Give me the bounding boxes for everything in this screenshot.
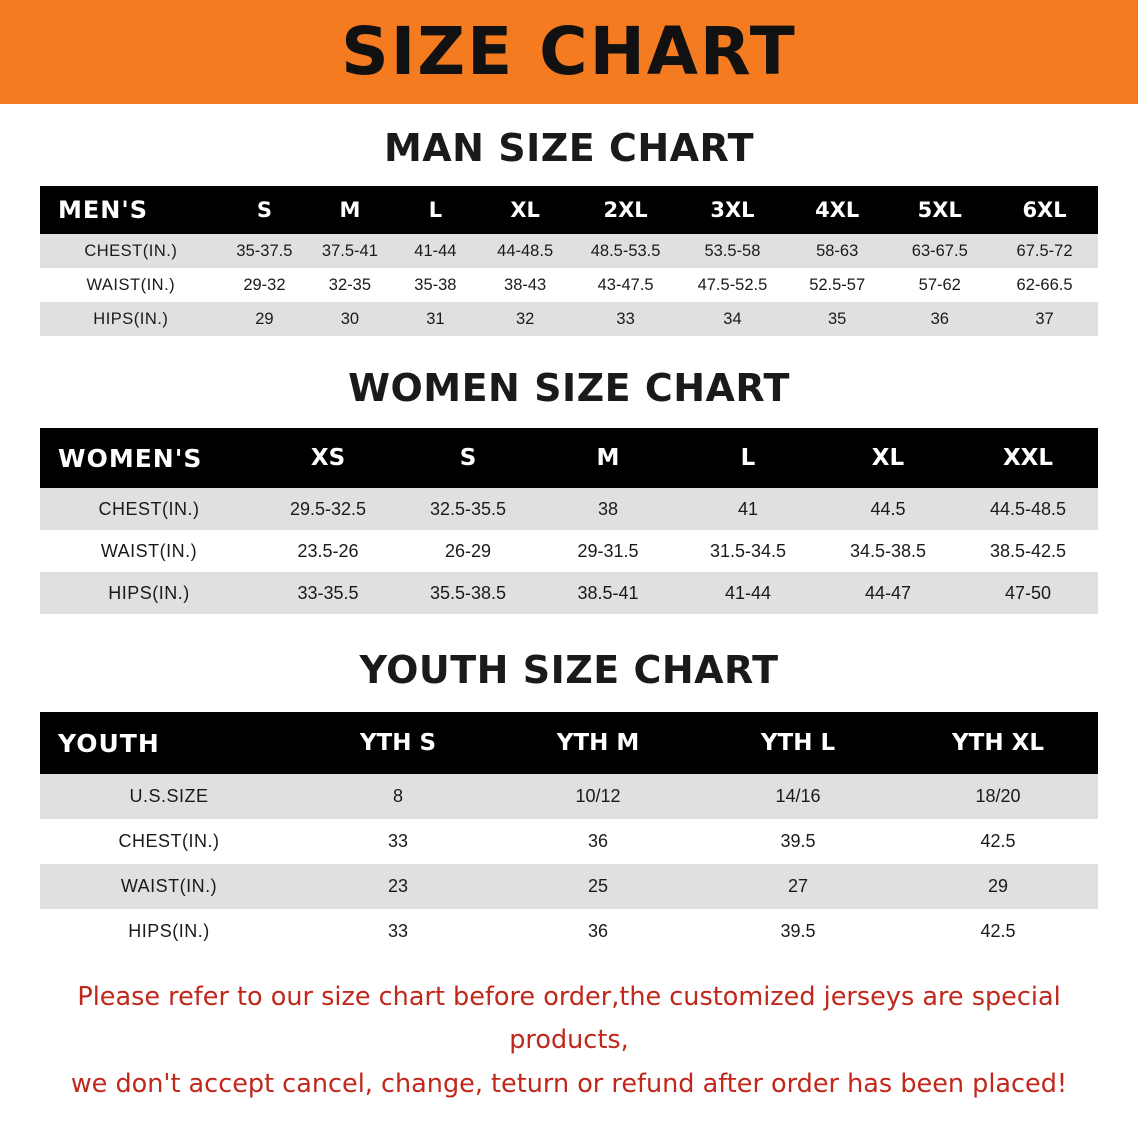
youth-waist-s: 23: [387, 876, 409, 896]
youth-row-label-waist: WAIST(IN.): [120, 876, 218, 896]
man-waist-xl: 38-43: [504, 275, 547, 294]
women-header-row: [40, 428, 1098, 488]
man-chest-xl: 44-48.5: [497, 241, 554, 260]
order-policy-note-line1: Please refer to our size chart before order,the customized jerseys are special products,: [77, 982, 1061, 1056]
youth-section-title: YOUTH SIZE CHART: [359, 648, 779, 692]
women-waist-s: 26-29: [444, 540, 492, 561]
man-header-cell-2: M: [339, 198, 361, 222]
women-waist-l: 31.5-34.5: [709, 540, 787, 561]
women-chest-xl: 44.5: [870, 498, 906, 519]
man-hips-4xl: 35: [827, 309, 847, 328]
women-header-cell-4: L: [740, 445, 756, 471]
women-hips-xl: 44-47: [864, 582, 912, 603]
man-header-cell-0: MEN'S: [58, 196, 148, 224]
man-waist-l: 35-38: [414, 275, 457, 294]
man-chest-s: 35-37.5: [236, 241, 293, 260]
man-chest-4xl: 58-63: [816, 241, 859, 260]
man-hips-2xl: 33: [616, 309, 635, 328]
man-size-table-wrapper: [40, 186, 1098, 336]
man-chest-6xl: 67.5-72: [1016, 241, 1073, 260]
man-row-label-chest: CHEST(IN.): [84, 241, 178, 260]
women-chest-s: 32.5-35.5: [429, 498, 507, 519]
man-header-cell-6: 3XL: [710, 198, 755, 222]
table-row: [40, 572, 1098, 614]
women-row-label-waist: WAIST(IN.): [100, 540, 198, 561]
women-header-cell-2: S: [459, 445, 477, 471]
youth-row-label-ussize: U.S.SIZE: [129, 786, 209, 806]
man-header-row: [40, 186, 1098, 234]
man-row-label-hips: HIPS(IN.): [93, 309, 169, 328]
page-title: SIZE CHART: [341, 13, 797, 90]
women-header-cell-0: WOMEN'S: [58, 443, 203, 473]
women-hips-xs: 33-35.5: [297, 582, 359, 603]
women-size-table-wrapper: [40, 428, 1098, 614]
women-waist-xxl: 38.5-42.5: [989, 540, 1067, 561]
man-waist-2xl: 43-47.5: [597, 275, 654, 294]
women-chest-m: 38: [597, 498, 619, 519]
women-waist-xl: 34.5-38.5: [849, 540, 927, 561]
youth-ussize-m: 10/12: [575, 786, 621, 806]
man-chest-5xl: 63-67.5: [911, 241, 968, 260]
order-policy-note-line2: we don't accept cancel, change, teturn or refund after order has been placed!: [70, 1068, 1068, 1099]
youth-hips-xl: 42.5: [980, 921, 1016, 941]
youth-chest-m: 36: [587, 831, 609, 851]
youth-chest-xl: 42.5: [980, 831, 1016, 851]
size-chart-banner: [0, 0, 1138, 104]
man-header-cell-7: 4XL: [815, 198, 860, 222]
man-chest-3xl: 53.5-58: [704, 241, 761, 260]
youth-header-cell-3: YTH L: [760, 730, 836, 756]
youth-chest-s: 33: [387, 831, 409, 851]
youth-hips-s: 33: [387, 921, 409, 941]
man-chest-l: 41-44: [414, 241, 457, 260]
order-policy-note: [69, 976, 1069, 1106]
youth-size-table-wrapper: [40, 712, 1098, 954]
women-chest-l: 41: [737, 498, 759, 519]
youth-header-row: [40, 712, 1098, 774]
youth-waist-xl: 29: [987, 876, 1009, 896]
man-section-title: MAN SIZE CHART: [383, 126, 755, 170]
women-waist-m: 29-31.5: [577, 540, 639, 561]
table-row: [40, 909, 1098, 954]
man-hips-6xl: 37: [1035, 309, 1054, 328]
women-row-label-chest: CHEST(IN.): [98, 498, 200, 519]
youth-header-cell-2: YTH M: [556, 730, 640, 756]
youth-header-cell-4: YTH XL: [952, 730, 1044, 756]
youth-row-label-hips: HIPS(IN.): [128, 921, 210, 941]
man-header-cell-3: L: [428, 198, 443, 222]
youth-size-table: [40, 712, 1098, 954]
man-waist-4xl: 52.5-57: [809, 275, 866, 294]
man-header-cell-4: XL: [510, 198, 540, 222]
women-hips-s: 35.5-38.5: [429, 582, 507, 603]
man-size-table: [40, 186, 1098, 336]
youth-waist-l: 27: [787, 876, 809, 896]
women-hips-xxl: 47-50: [1004, 582, 1052, 603]
women-header-cell-1: XS: [310, 445, 346, 471]
man-header-cell-9: 6XL: [1022, 198, 1067, 222]
man-header-cell-5: 2XL: [603, 198, 648, 222]
man-waist-3xl: 47.5-52.5: [697, 275, 768, 294]
man-chest-m: 37.5-41: [321, 241, 378, 260]
man-chest-2xl: 48.5-53.5: [590, 241, 661, 260]
youth-ussize-l: 14/16: [775, 786, 821, 806]
man-hips-s: 29: [255, 309, 274, 328]
man-waist-5xl: 57-62: [918, 275, 961, 294]
youth-row-label-chest: CHEST(IN.): [118, 831, 220, 851]
women-hips-m: 38.5-41: [577, 582, 639, 603]
man-header-cell-1: S: [256, 198, 272, 222]
women-chest-xxl: 44.5-48.5: [989, 498, 1067, 519]
women-size-table: [40, 428, 1098, 614]
women-header-cell-6: XXL: [1002, 445, 1054, 471]
youth-chest-l: 39.5: [780, 831, 816, 851]
man-hips-3xl: 34: [723, 309, 742, 328]
table-row: [40, 774, 1098, 819]
youth-header-cell-0: YOUTH: [58, 728, 160, 758]
women-section-title: WOMEN SIZE CHART: [348, 366, 790, 410]
women-header-cell-5: XL: [871, 445, 905, 471]
man-hips-l: 31: [426, 309, 445, 328]
table-row: [40, 488, 1098, 530]
man-hips-5xl: 36: [930, 309, 949, 328]
man-hips-m: 30: [340, 309, 360, 328]
man-hips-xl: 32: [515, 309, 535, 328]
youth-waist-m: 25: [587, 876, 609, 896]
youth-ussize-xl: 18/20: [975, 786, 1021, 806]
women-row-label-hips: HIPS(IN.): [108, 582, 190, 603]
table-row: [40, 864, 1098, 909]
women-hips-l: 41-44: [724, 582, 772, 603]
women-header-cell-3: M: [596, 445, 620, 471]
youth-header-cell-1: YTH S: [359, 730, 437, 756]
youth-ussize-s: 8: [392, 786, 403, 806]
youth-hips-l: 39.5: [780, 921, 816, 941]
table-row: [40, 234, 1098, 268]
man-header-cell-8: 5XL: [917, 198, 962, 222]
table-row: [40, 530, 1098, 572]
youth-hips-m: 36: [587, 921, 609, 941]
man-waist-6xl: 62-66.5: [1016, 275, 1073, 294]
table-row: [40, 819, 1098, 864]
man-waist-m: 32-35: [328, 275, 371, 294]
women-chest-xs: 29.5-32.5: [289, 498, 367, 519]
man-row-label-waist: WAIST(IN.): [86, 275, 176, 294]
table-row: [40, 302, 1098, 336]
table-row: [40, 268, 1098, 302]
women-waist-xs: 23.5-26: [297, 540, 359, 561]
man-waist-s: 29-32: [243, 275, 286, 294]
